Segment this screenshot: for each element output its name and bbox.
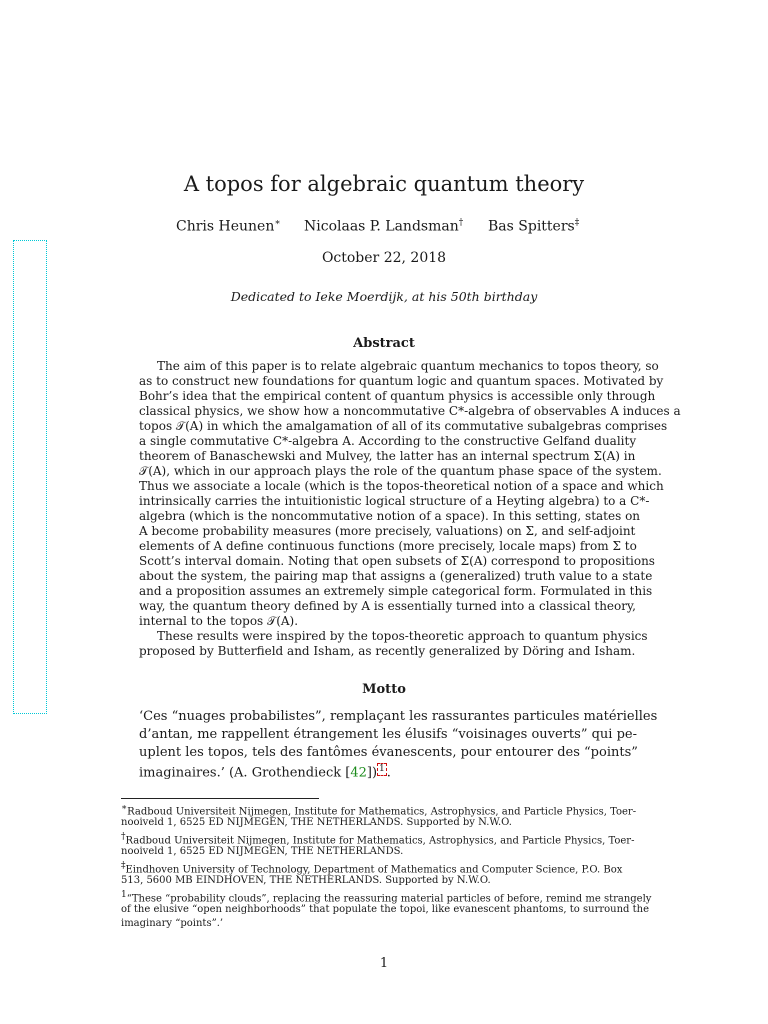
- footnote-text: imaginary “points”.’: [121, 918, 224, 929]
- abstract-line: The aim of this paper is to relate algebraic quantum mechanics to topos theory, so: [157, 359, 659, 373]
- footnote-rule: [121, 798, 319, 799]
- author-name: Chris Heunen: [176, 218, 275, 235]
- author-name: Bas Spitters: [488, 218, 575, 235]
- author-mark: †: [458, 218, 464, 228]
- dedication: Dedicated to Ieke Moerdijk, at his 50th birthday: [230, 289, 538, 304]
- footnote-mark: ‡: [121, 861, 126, 871]
- abstract-heading: Abstract: [353, 336, 415, 351]
- abstract-line: as to construct new foundations for quantum logic and quantum spaces. Motivated by: [139, 374, 664, 388]
- abstract-line: classical physics, we show how a noncommutative C*-algebra of observables A induces a: [139, 404, 681, 418]
- footnote-1-line-1: [121, 803, 636, 817]
- footnote-text: of the elusive “open neighborhoods” that populate the topoi, like evanescent phantoms, to surround the: [121, 904, 649, 915]
- abstract-line: elements of A define continuous functions (more precisely, locale maps) from Σ to: [139, 539, 637, 553]
- motto-line: ‘Ces “nuages probabilistes”, remplaçant les rassurantes particules matérielles: [139, 709, 658, 724]
- abstract-line: about the system, the pairing map that assigns a (generalized) truth value to a state: [139, 569, 653, 583]
- abstract-line: Scott’s interval domain. Noting that open subsets of Σ(A) correspond to propositions: [139, 554, 655, 568]
- abstract-line: Bohr’s idea that the empirical content of quantum physics is accessible only through: [139, 389, 656, 403]
- page-number: 1: [379, 956, 389, 971]
- abstract-line: a single commutative C*-algebra A. According to the constructive Gelfand duality: [139, 434, 637, 448]
- abstract-line: algebra (which is the noncommutative notion of a space). In this setting, states on: [139, 509, 641, 523]
- footnote-2-line-1: [121, 832, 634, 846]
- abstract-line: theorem of Banaschewski and Mulvey, the latter has an internal spectrum Σ(A) in: [139, 449, 636, 463]
- footnote-text: Eindhoven University of Technology, Department of Mathematics and Computer Science, P.O. Box: [125, 864, 623, 876]
- author-2: [304, 218, 463, 235]
- author-mark: ∗: [274, 218, 281, 228]
- footnote-text: nooiveld 1, 6525 ED NIJMEGEN, THE NETHERLANDS. Supported by N.W.O.: [121, 817, 512, 828]
- footnote-text: Radboud Universiteit Nijmegen, Institute for Mathematics, Astrophysics, and Particle Physics, Toer-: [125, 835, 635, 847]
- abstract-line: topos 𝒯(A) in which the amalgamation of all of its commutative subalgebras comprises: [139, 419, 668, 433]
- footnote-4-line-1: [121, 890, 651, 904]
- abstract-line: A become probability measures (more precisely, valuations) on Σ, and self-adjoint: [139, 524, 636, 538]
- motto-closing: ]): [366, 765, 378, 781]
- motto-line: d’antan, me rappellent étrangement les élusifs “voisinages ouverts” qui pe-: [139, 727, 637, 742]
- footnote-mark: 1: [121, 890, 127, 900]
- footnote-mark: †: [121, 832, 126, 842]
- author-1: [176, 218, 281, 235]
- paper-date: October 22, 2018: [321, 250, 447, 266]
- abstract-line: These results were inspired by the topos-theoretic approach to quantum physics: [157, 629, 648, 643]
- footnote-text: 513, 5600 MB EINDHOVEN, THE NETHERLANDS. Supported by N.W.O.: [121, 875, 491, 886]
- abstract-line: internal to the topos 𝒯(A).: [139, 614, 299, 628]
- author-mark: ‡: [574, 218, 580, 228]
- abstract-line: Thus we associate a locale (which is the topos-theoretical notion of a space and which: [139, 479, 664, 493]
- motto-end: .: [386, 765, 391, 781]
- footnote-link[interactable]: 1: [379, 764, 385, 774]
- footnote-text: nooiveld 1, 6525 ED NIJMEGEN, THE NETHERLANDS.: [121, 846, 404, 857]
- author-3: [488, 218, 579, 235]
- motto-last-line: [139, 763, 391, 780]
- footnote-text: Radboud Universiteit Nijmegen, Institute for Mathematics, Astrophysics, and Particle Physics, Toer-: [127, 806, 637, 818]
- abstract-line: intrinsically carries the intuitionistic logical structure of a Heyting algebra) to a C*-: [139, 494, 650, 508]
- footnote-mark: ∗: [121, 803, 128, 813]
- motto-line: imaginaires.’ (A. Grothendieck [: [139, 765, 351, 781]
- citation-link[interactable]: 42: [350, 765, 367, 781]
- abstract-line: 𝒯(A), which in our approach plays the role of the quantum phase space of the system.: [139, 464, 662, 478]
- footnote-3-line-1: [121, 861, 622, 875]
- abstract-line: proposed by Butterfield and Isham, as recently generalized by Döring and Isham.: [139, 644, 636, 658]
- author-name: Nicolaas P. Landsman: [304, 218, 459, 235]
- abstract-line: and a proposition assumes an extremely simple categorical form. Formulated in this: [139, 584, 653, 598]
- motto-line: uplent les topos, tels des fantômes évanescents, pour entourer des “points”: [139, 745, 638, 760]
- paper-title: A topos for algebraic quantum theory: [183, 172, 585, 196]
- margin-marker: [13, 240, 47, 714]
- abstract-line: way, the quantum theory defined by A is essentially turned into a classical theory,: [139, 599, 636, 613]
- motto-heading: Motto: [362, 682, 406, 697]
- footnote-text: “These “probability clouds”, replacing the reassuring material particles of before, remind me strangely: [126, 893, 652, 905]
